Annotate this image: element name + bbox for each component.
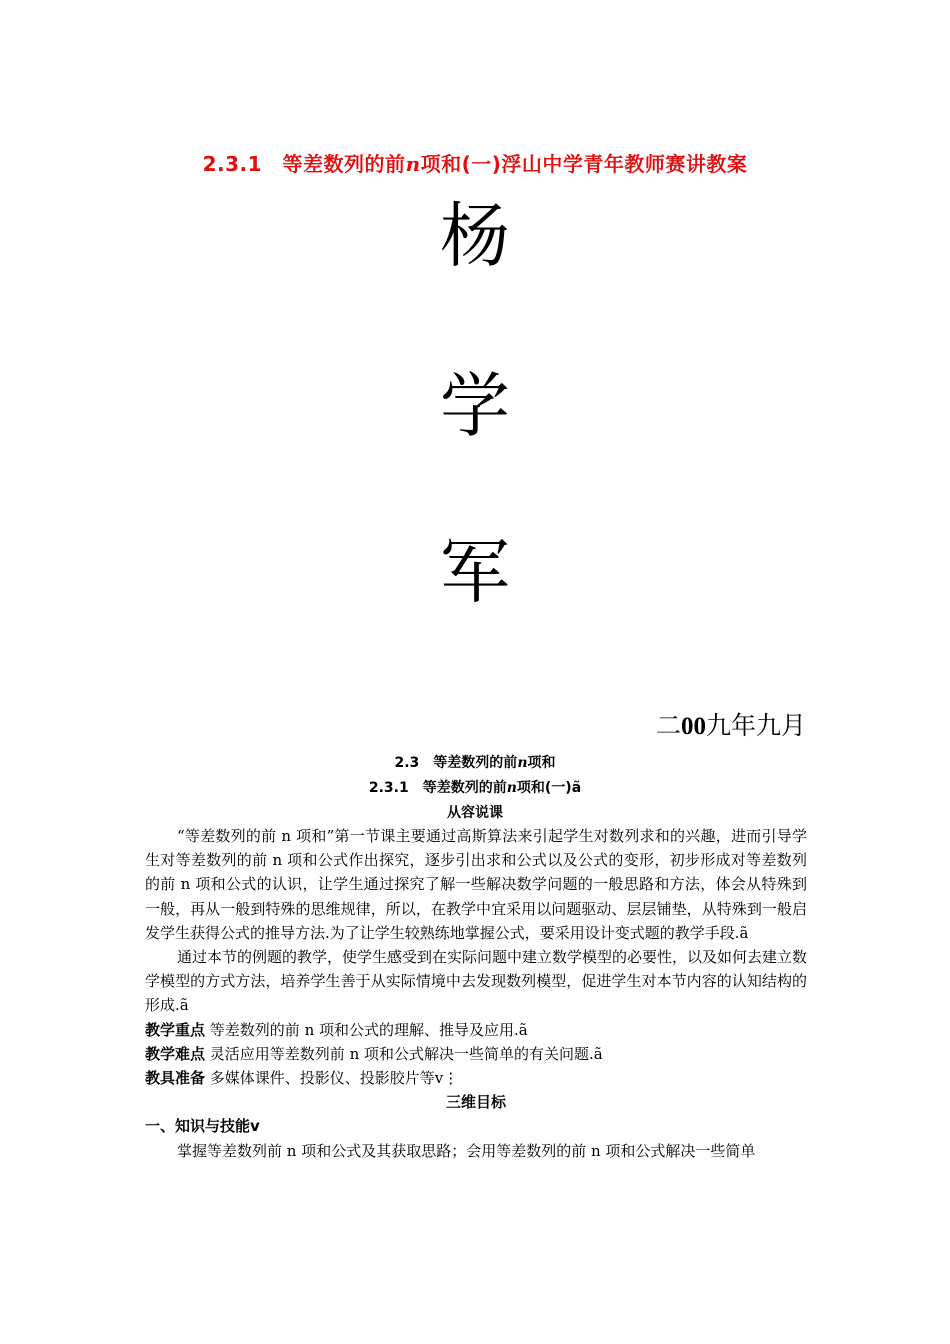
paragraph-examples: 通过本节的例题的教学，使学生感受到在实际问题中建立数学模型的必要性，以及如何去建立数学模型的方式方法，培养学生善于从实际情境中去发现数列模型，促进学生对本节内容的认知结构的形成.ã — [145, 948, 808, 1015]
date-suffix: 九年九月 — [705, 711, 806, 740]
section-heading-suffix: 项和 — [527, 755, 556, 771]
document-title — [0, 148, 950, 177]
document-date — [656, 706, 806, 742]
title-variable: n — [405, 152, 421, 176]
teaching-tools — [145, 1066, 807, 1090]
date-digits: 00 — [680, 713, 706, 740]
author-char-3: 军 — [440, 531, 510, 613]
goals-subtitle-knowledge: 一、知识与技能ⅴ — [145, 1117, 260, 1136]
paragraph-intro: “等差数列的前 n 项和”第一节课主要通过高斯算法来引起学生对数列求和的兴趣，进而引导学生对等差数列的前 n 项和公式作出探究，逐步引出求和公式以及公式的变形，初步形成对等差数列的前 n 项和公式的认识，让学生通过探究了解一些解决数学问题的一般思路和方法，体会从特殊到一般，再从一般到特殊的思维规律，所以，在教学中宜采用以问题驱动、层层铺垫，从特殊到一般启发学生获得公式的推导方法.为了让学生较熟练地掌握公式，要采用设计变式题的教学手段.ã — [145, 827, 807, 942]
goals-title: 三维目标 — [445, 1093, 506, 1112]
tools-text: 多媒体课件、投影仪、投影胶片等ⅴ⋮ — [209, 1069, 459, 1088]
difficulty-label: 教学难点 — [145, 1044, 206, 1063]
body-content — [145, 824, 807, 1163]
key-point-text: 等差数列的前 n 项和公式的理解、推导及应用.ã — [209, 1020, 528, 1039]
section-heading-prefix: 2.3 等差数列的前 — [394, 755, 518, 771]
subsection-heading-variable: n — [506, 780, 517, 796]
subsection-heading-prefix: 2.3.1 等差数列的前 — [368, 780, 507, 796]
author-char-1: 杨 — [440, 195, 510, 277]
teaching-difficulty — [145, 1042, 807, 1066]
lesson-heading: 从容说课 — [447, 805, 503, 821]
date-prefix: 二 — [655, 711, 681, 740]
author-char-2: 学 — [440, 365, 510, 447]
section-heading — [0, 752, 950, 772]
section-heading-variable: n — [517, 755, 528, 771]
difficulty-text: 灵活应用等差数列前 n 项和公式解决一些简单的有关问题.ã — [209, 1044, 603, 1063]
teaching-key-point — [145, 1018, 807, 1042]
key-point-label: 教学重点 — [145, 1020, 206, 1039]
title-prefix: 2.3.1 等差数列的前 — [202, 152, 406, 176]
tools-label: 教具准备 — [145, 1069, 206, 1088]
subsection-heading-suffix: 项和(一)ã — [516, 780, 582, 796]
title-suffix: 项和(一)浮山中学青年教师赛讲教案 — [420, 152, 748, 176]
subsection-heading — [0, 777, 950, 797]
goals-knowledge-text: 掌握等差数列前 n 项和公式及其获取思路；会用等差数列的前 n 项和公式解决一些简单 — [177, 1141, 756, 1160]
